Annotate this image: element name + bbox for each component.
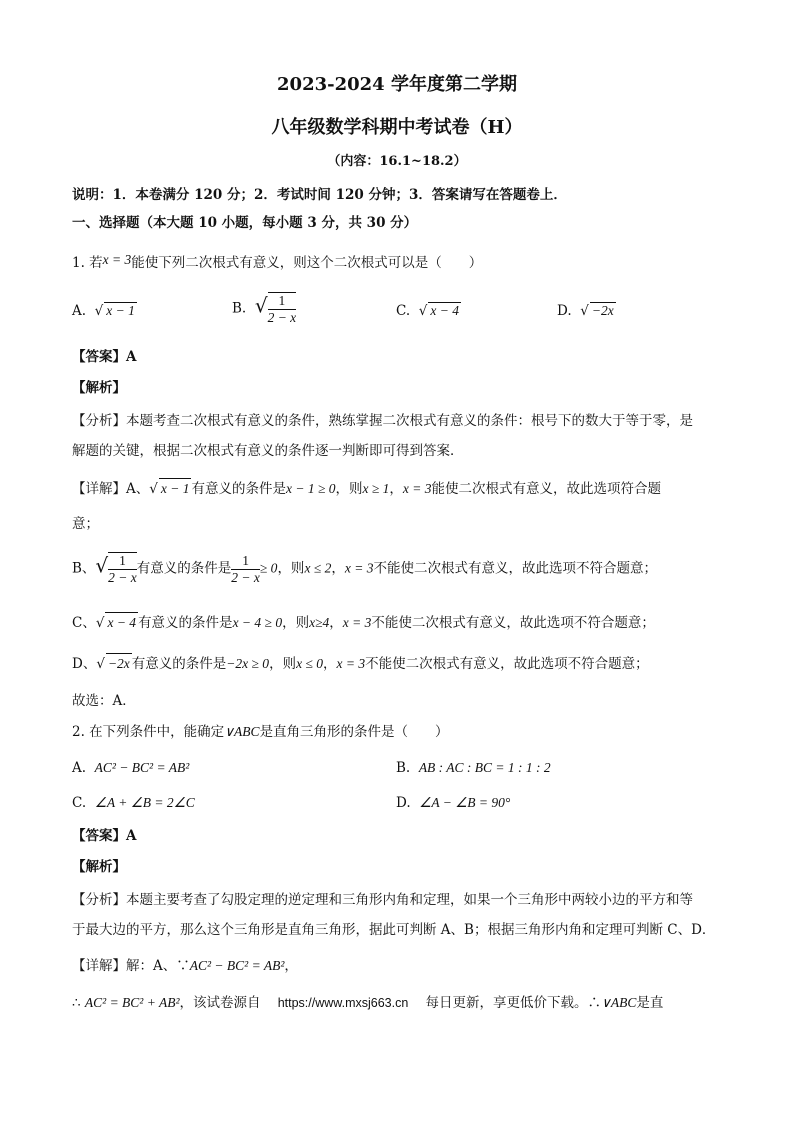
question-1-stem: 1. 若x = 3能使下列二次根式有意义，则这个二次根式可以是（ ）	[72, 252, 483, 271]
q1-detail-c: C、√ x − 4 有意义的条件是x − 4 ≥ 0，则x≥4，x = 3不能使二次根式有意义，故此选项不符合题意；	[72, 612, 732, 633]
q1-detail-a-cont: 意；	[72, 516, 99, 532]
q1-conclusion: 故选：A．	[72, 693, 136, 709]
q1-fenxi-line-2: 解题的关键，根据二次根式有意义的条件逐一判断即可得到答案．	[72, 443, 464, 459]
q1-option-a: A. √ x − 1	[72, 303, 135, 319]
q1-option-d: D. √ −2x	[557, 303, 614, 319]
question-2-stem: 2. 在下列条件中，能确定∨ABC是直角三角形的条件是（ ）	[72, 724, 449, 740]
q1-analysis-heading: 【解析】	[72, 380, 126, 396]
exam-notes: 说明：1．本卷满分 120 分；2．考试时间 120 分钟；3．答案请写在答题卷上．	[72, 187, 567, 203]
exam-subtitle: 八年级数学科期中考试卷（H）	[271, 117, 523, 138]
q2-detail-a-cont: ∴ AC² = BC² + AB²，该试卷源自 https://www.mxsj663.cn 每日更新，享更低价下载。∴∨ABC是直	[72, 995, 664, 1011]
exam-title: 2023-2024 学年度第二学期	[277, 74, 517, 95]
q1-fenxi-line-1: 【分析】本题考查二次根式有意义的条件，熟练掌握二次根式有意义的条件：根号下的数大于等于零，是	[72, 413, 693, 429]
q2-fenxi-line-1: 【分析】本题主要考查了勾股定理的逆定理和三角形内角和定理，如果一个三角形中两较小边的平方和等	[72, 892, 693, 908]
q1-detail-a: 【详解】A、√ x − 1 有意义的条件是x − 1 ≥ 0，则x ≥ 1，x = 3能使二次根式有意义，故此选项符合题	[72, 478, 732, 499]
q2-fenxi-line-2: 于最大边的平方，那么这个三角形是直角三角形，据此可判断 A、B；根据三角形内角和定理可判断 C、D．	[72, 922, 716, 938]
q1-detail-b: B、√ $\frac{1}{2 - x}$ 有意义的条件是 $\frac{1}{2 - x}$ ≥ 0，则x ≤ 2，x = 3不能使二次根式有意义，故此选项不符合题意；	[72, 552, 657, 585]
section-heading: 一、选择题（本大题 10 小题，每小题 3 分，共 30 分）	[72, 215, 418, 231]
q2-option-b: B. AB : AC : BC = 1 : 1 : 2	[396, 760, 551, 776]
q2-option-c: C. ∠A + ∠B = 2∠C	[72, 795, 195, 811]
q1-option-b: B. √ $\frac{1}{2 - x}$	[232, 293, 297, 325]
q2-detail-a: 【详解】解：A、∵AC² − BC² = AB²，	[72, 958, 298, 974]
q1-option-c: C. √ x − 4	[396, 303, 459, 319]
q1-answer: 【答案】A	[72, 349, 137, 365]
q2-option-d: D. ∠A − ∠B = 90°	[396, 795, 511, 811]
q2-analysis-heading: 【解析】	[72, 859, 126, 875]
q1-detail-d: D、√ −2x 有意义的条件是−2x ≥ 0，则x ≤ 0，x = 3不能使二次根式有意义，故此选项不符合题意；	[72, 653, 732, 674]
q2-option-a: A. AC² − BC² = AB²	[72, 760, 190, 776]
source-link[interactable]: https://www.mxsj663.cn	[277, 996, 409, 1010]
q2-answer: 【答案】A	[72, 828, 137, 844]
exam-scope: （内容：16.1~18.2）	[327, 154, 467, 169]
